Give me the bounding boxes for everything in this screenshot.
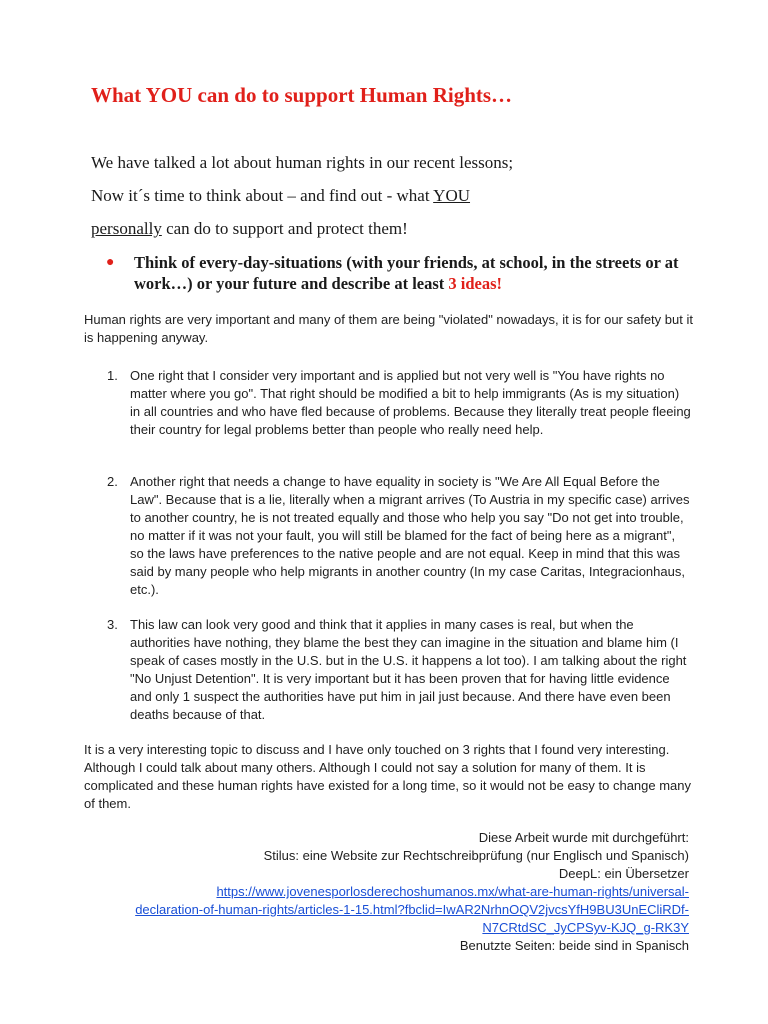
list-item-text: Another right that needs a change to have equality in society is "We Are All Equal Before the Law". Because that is a lie, literally when a migrant arrives (To Austria in my specific case) arrives to another country, he is not treated equally and those who help you say "Do not get into trouble, no matter if it was not your fault, you will still be blamed for the fact of being here as a migrant", so the laws have preferences to the native people and are not equal. Keep in mind that this was said by many people who help migrants in another country (In my case Caritas, Integracionhaus, etc.). <box>130 474 690 597</box>
credits-deepl: DeepL: ein Übersetzer <box>558 866 689 881</box>
list-item-text: This law can look very good and think that it applies in many cases is real, but when the authorities have nothing, they blame the best they can imagine in the situation and blame him (I speak of cases mostly in the U.S. but in the U.S. it happens a lot too). I am talking about the right "No Unjust Detention". It is very important but it has been proven that for having little evidence and only 1 suspect the authorities have put him in jail just because. And there have even been deaths because of that. <box>130 617 687 722</box>
task-highlight: 3 ideas! <box>448 274 503 293</box>
credits-block <box>49 829 689 955</box>
list-item-number: 1. <box>107 368 118 383</box>
task-instruction: Think of every-day-situations (with your friends, at school, in the streets or at work…) or your future and describe at least <box>134 253 679 293</box>
task-text <box>134 252 694 294</box>
source-link-part-2[interactable]: declaration-of-human-rights/articles-1-15.html?fbclid=IwAR2NrhnOQV2jvcsYfH9BU3UnECliRDf- <box>135 902 689 917</box>
page-title: What YOU can do to support Human Rights… <box>91 83 513 107</box>
credits-sources-note: Benutzte Seiten: beide sind in Spanisch <box>459 938 689 953</box>
intro-line-3 <box>91 212 691 245</box>
intro-line-3-text: can do to support and protect them! <box>161 219 408 238</box>
source-link-part-1[interactable]: https://www.jovenesporlosderechoshumanos.mx/what-are-human-rights/universal- <box>216 884 689 899</box>
intro-line-1: We have talked a lot about human rights in our recent lessons; <box>91 153 514 172</box>
list-item-number: 2. <box>107 474 118 489</box>
intro-line-2 <box>91 179 691 212</box>
closing-paragraph: It is a very interesting topic to discuss and I have only touched on 3 rights that I found very interesting. Although I could talk about many others. Although I could not say a solution for many of them. It is complicated and these human rights have existed for a long time, so it would not be easy to change many of them. <box>84 742 692 811</box>
intro-paragraph <box>91 146 691 245</box>
bullet-dot-icon: ● <box>106 255 115 270</box>
opening-paragraph: Human rights are very important and many of them are being "violated" nowadays, it is for our safety but it is happening anyway. <box>84 312 693 345</box>
intro-you-emphasis: YOU <box>433 186 471 205</box>
list-item-number: 3. <box>107 617 118 632</box>
intro-line-2-text: Now it´s time to think about – and find out - what <box>91 186 434 205</box>
source-link[interactable] <box>49 883 689 937</box>
credits-stilus: Stilus: eine Website zur Rechtschreibprüfung (nur Englisch und Spanisch) <box>263 848 689 863</box>
credits-intro: Diese Arbeit wurde mit durchgeführt: <box>478 830 689 845</box>
list-item-text: One right that I consider very important and is applied but not very well is "You have rights no matter where you go". That right should be modified a bit to help immigrants (As is my situation) in all countries and who have fled because of problems. Because they literally treat people fleeing their country for legal problems better than people who really need help. <box>130 368 691 437</box>
source-link-part-3[interactable]: N7CRtdSC_JyCPSyv-KJQ_g-RK3Y <box>482 920 689 935</box>
intro-personally-emphasis: personally <box>91 219 162 238</box>
